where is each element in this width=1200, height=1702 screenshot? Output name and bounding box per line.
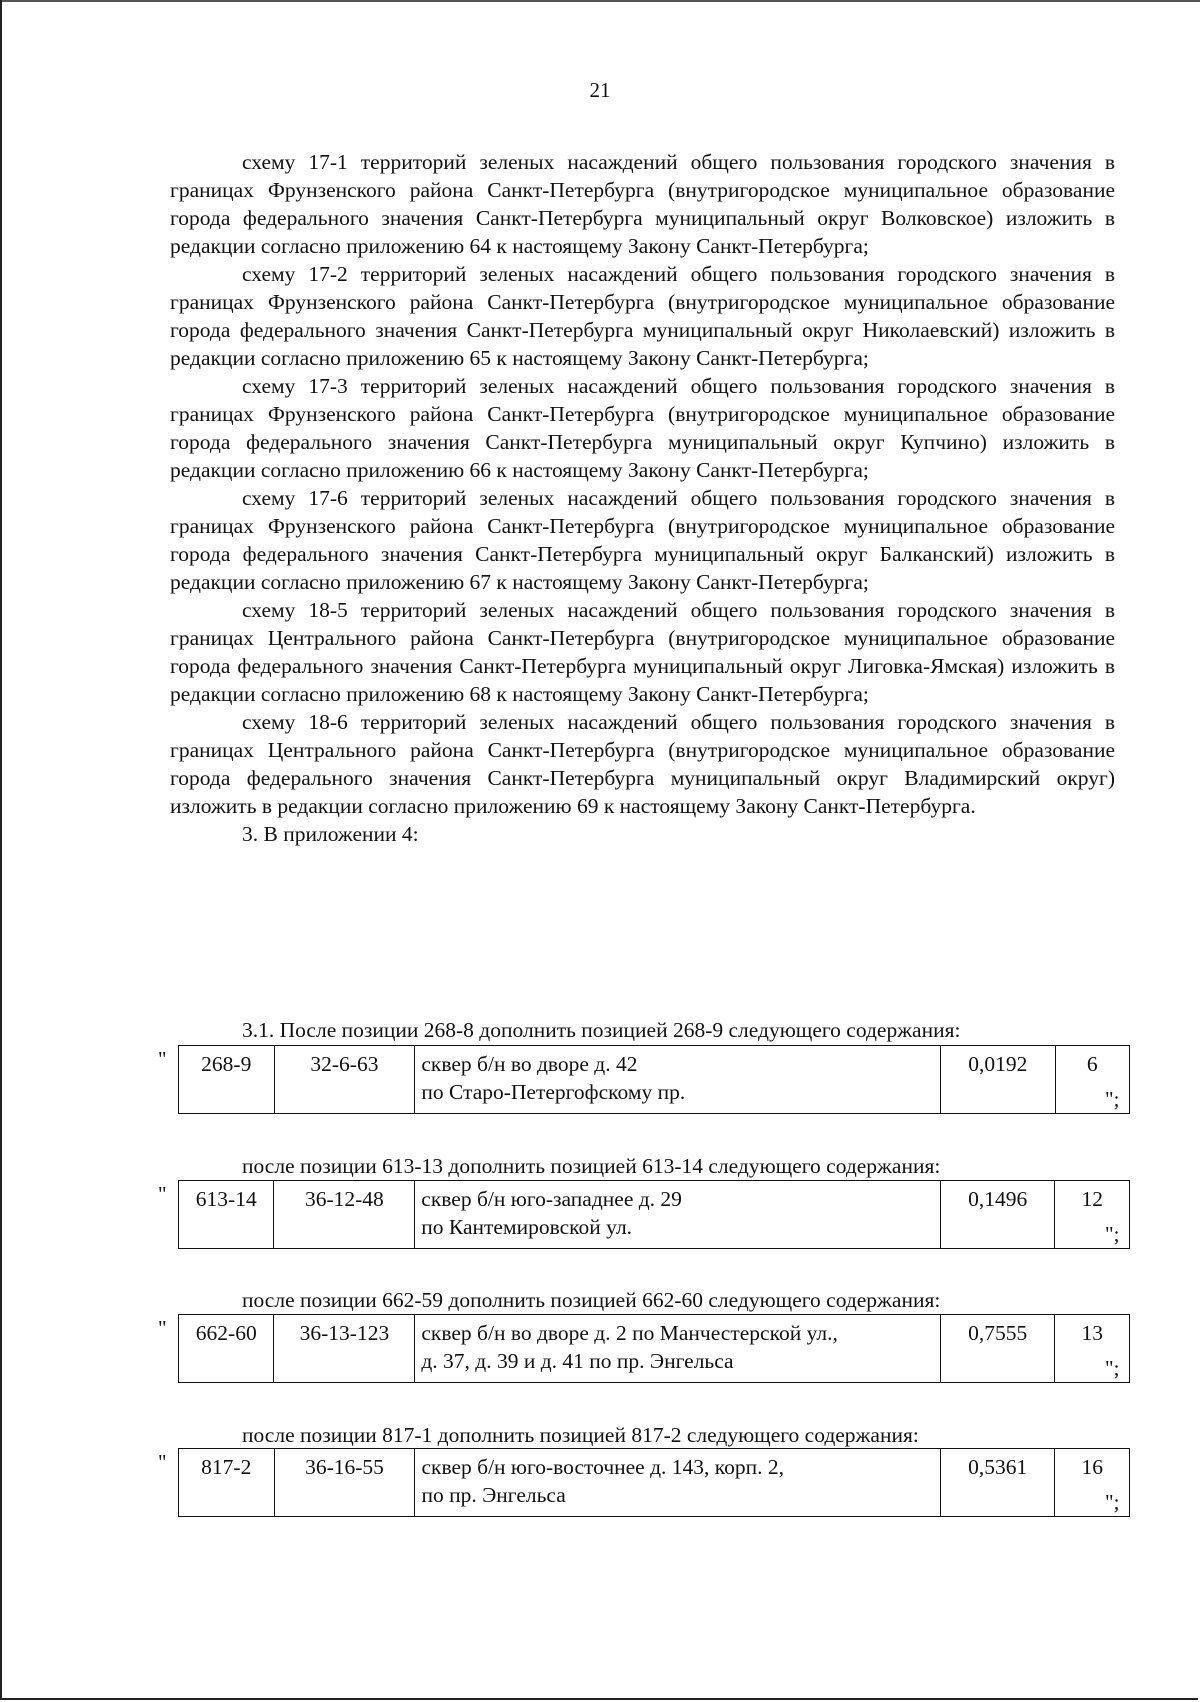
paragraph-scheme-17-1: схему 17-1 территорий зеленых насаждений общего пользования городского значения в границах Фрунзенского района Санкт-Петербурга (внутригородское муниципальное образование города федерального значения Санкт-Петербурга муниципальный округ Волковское) изложить в редакции согласно приложению 64 к настоящему Закону Санкт-Петербурга;	[170, 150, 1115, 258]
insertion-table-4	[150, 1448, 1130, 1528]
open-quote: "	[158, 1450, 167, 1474]
cell-area: 0,1496	[940, 1181, 1054, 1249]
cell-name: сквер б/н во дворе д. 2 по Манчестерской ул., д. 37, д. 39 и д. 41 по пр. Энгельса	[415, 1315, 941, 1383]
insertion-table-3	[150, 1314, 1130, 1394]
cell-name: сквер б/н во дворе д. 42 по Старо-Петергофскому пр.	[415, 1046, 941, 1114]
cell-area: 0,7555	[940, 1315, 1054, 1383]
insertion-table-1	[150, 1045, 1130, 1125]
cell-code: 36-13-123	[274, 1315, 415, 1383]
cell-number: 16	[1055, 1449, 1130, 1517]
open-quote: "	[158, 1182, 167, 1206]
open-quote: "	[158, 1047, 167, 1071]
cell-code: 36-16-55	[274, 1449, 415, 1517]
cell-number: 13	[1055, 1315, 1130, 1383]
insertion-label-4: после позиции 817-1 дополнить позицией 817-2 следующего содержания:	[242, 1423, 919, 1447]
document-body	[170, 148, 1115, 848]
open-quote: "	[158, 1316, 167, 1340]
page-number: 21	[589, 78, 611, 102]
insertion-label-3: после позиции 662-59 дополнить позицией 662-60 следующего содержания:	[242, 1288, 941, 1312]
table-row	[179, 1315, 1130, 1383]
table-row	[179, 1181, 1130, 1249]
section-heading: 3. В приложении 4:	[242, 822, 419, 846]
position-table	[178, 1045, 1130, 1114]
cell-name: сквер б/н юго-западнее д. 29 по Кантемировской ул.	[415, 1181, 941, 1249]
close-quote: ";	[1105, 1222, 1120, 1246]
insertion-label-1: 3.1. После позиции 268-8 дополнить позицией 268-9 следующего содержания:	[242, 1018, 961, 1042]
table-row	[179, 1046, 1130, 1114]
cell-name: сквер б/н юго-восточнее д. 143, корп. 2, по пр. Энгельса	[415, 1449, 940, 1517]
position-table	[178, 1314, 1130, 1383]
cell-position: 268-9	[179, 1046, 275, 1114]
cell-number: 12	[1055, 1181, 1130, 1249]
insertion-table-2	[150, 1180, 1130, 1260]
close-quote: ";	[1105, 1356, 1120, 1380]
table-row	[179, 1449, 1130, 1517]
paragraph-scheme-18-5: схему 18-5 территорий зеленых насаждений общего пользования городского значения в границах Центрального района Санкт-Петербурга (внутригородское муниципальное образование города федерального значения Санкт-Петербурга муниципальный округ Лиговка-Ямская) изложить в редакции согласно приложению 68 к настоящему Закону Санкт-Петербурга;	[170, 598, 1115, 706]
close-quote: ";	[1105, 1490, 1120, 1514]
close-quote: ";	[1105, 1087, 1120, 1111]
cell-number: 6	[1055, 1046, 1129, 1114]
position-table	[178, 1180, 1130, 1249]
cell-code: 32-6-63	[274, 1046, 415, 1114]
paragraph-scheme-18-6: схему 18-6 территорий зеленых насаждений общего пользования городского значения в границах Центрального района Санкт-Петербурга (внутригородское муниципальное образование города федерального значения Санкт-Петербурга муниципальный округ Владимирский округ) изложить в редакции согласно приложению 69 к настоящему Закону Санкт-Петербурга.	[170, 710, 1115, 818]
cell-code: 36-12-48	[274, 1181, 415, 1249]
cell-area: 0,5361	[940, 1449, 1055, 1517]
cell-position: 662-60	[179, 1315, 274, 1383]
cell-position: 817-2	[179, 1449, 275, 1517]
cell-area: 0,0192	[941, 1046, 1056, 1114]
paragraph-scheme-17-2: схему 17-2 территорий зеленых насаждений общего пользования городского значения в границах Фрунзенского района Санкт-Петербурга (внутригородское муниципальное образование города федерального значения Санкт-Петербурга муниципальный округ Николаевский) изложить в редакции согласно приложению 65 к настоящему Закону Санкт-Петербурга;	[170, 262, 1115, 370]
cell-position: 613-14	[179, 1181, 274, 1249]
paragraph-scheme-17-3: схему 17-3 территорий зеленых насаждений общего пользования городского значения в границах Фрунзенского района Санкт-Петербурга (внутригородское муниципальное образование города федерального значения Санкт-Петербурга муниципальный округ Купчино) изложить в редакции согласно приложению 66 к настоящему Закону Санкт-Петербурга;	[170, 374, 1115, 482]
position-table	[178, 1448, 1130, 1517]
insertion-label-2: после позиции 613-13 дополнить позицией 613-14 следующего содержания:	[242, 1154, 941, 1178]
paragraph-scheme-17-6: схему 17-6 территорий зеленых насаждений общего пользования городского значения в границах Фрунзенского района Санкт-Петербурга (внутригородское муниципальное образование города федерального значения Санкт-Петербурга муниципальный округ Балканский) изложить в редакции согласно приложению 67 к настоящему Закону Санкт-Петербурга;	[170, 486, 1115, 594]
